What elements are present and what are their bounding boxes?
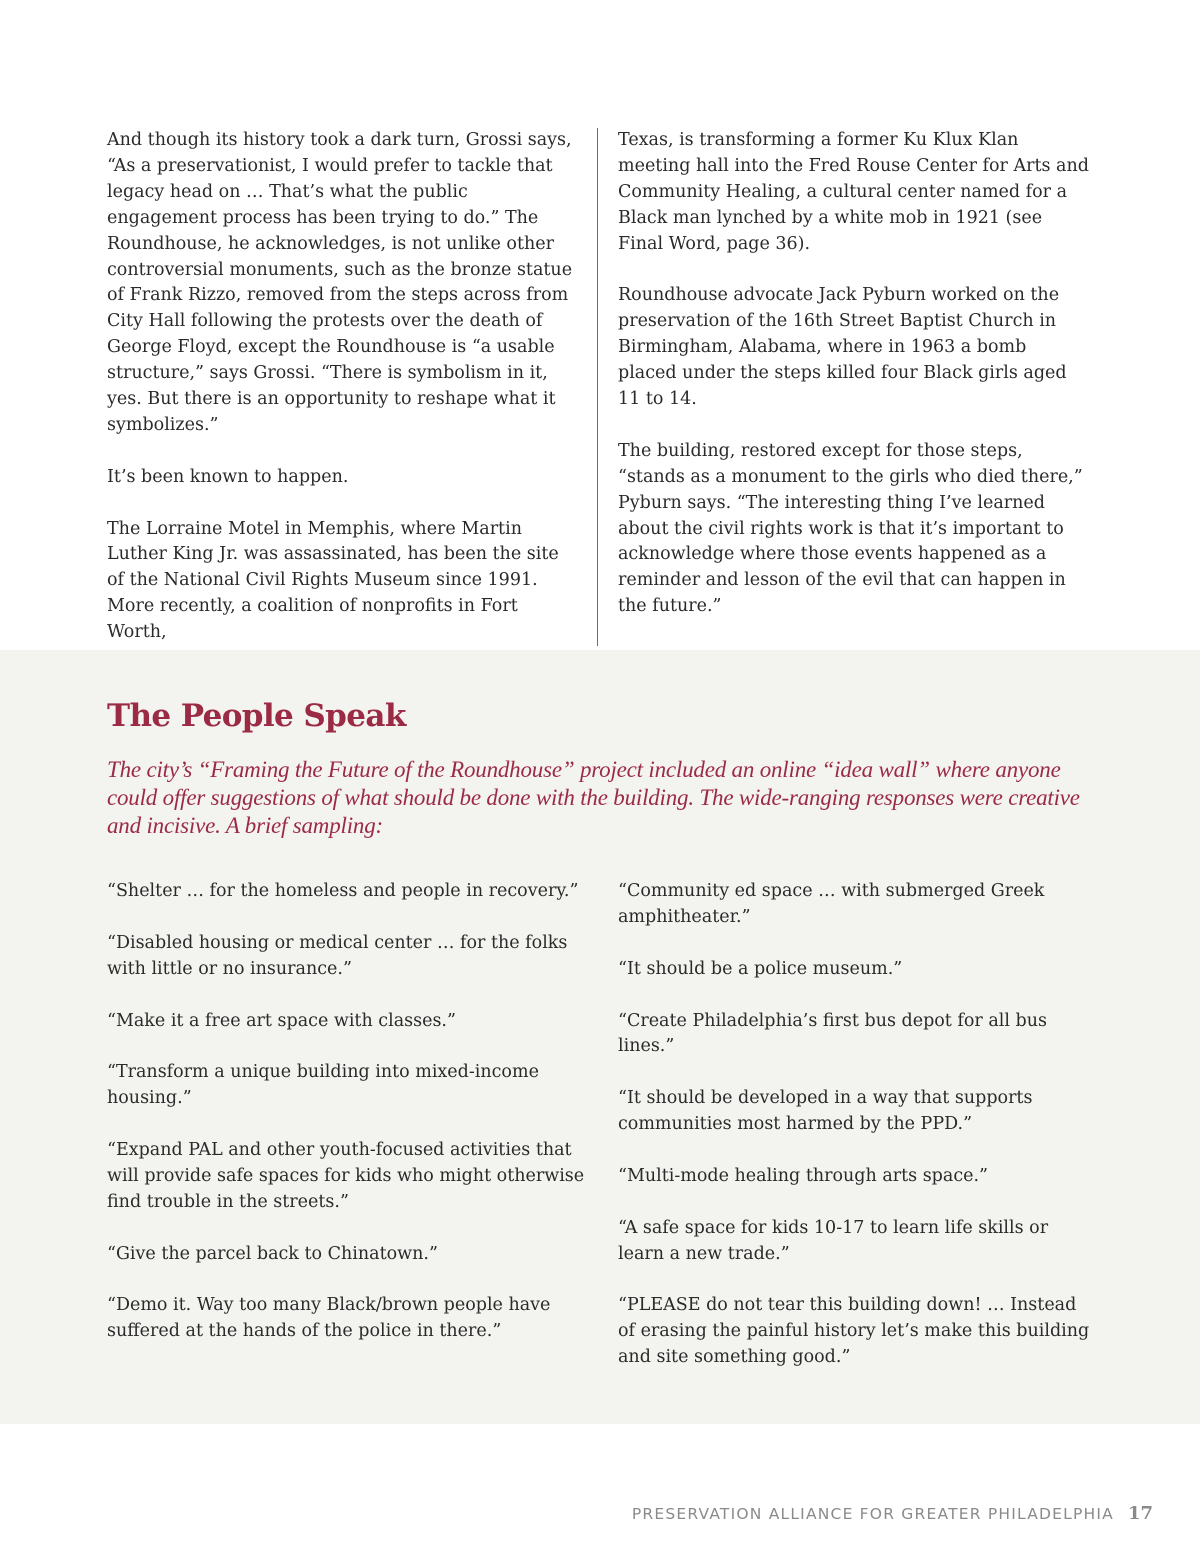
quote-item: “Demo it. Way too many Black/brown people have suffered at the hands of the police in there.”: [107, 1295, 551, 1342]
article-paragraph: Roundhouse advocate Jack Pyburn worked on the preservation of the 16th Street Baptist Church in Birmingham, Alabama, where in 1963 a bomb placed under the steps killed four Black girls aged 11 to 14.: [618, 285, 1067, 410]
article-paragraph: It’s been known to happen.: [107, 466, 349, 487]
quote-item: “Shelter … for the homeless and people in recovery.”: [107, 881, 579, 901]
people-speak-sidebar: [0, 650, 1200, 1424]
quote-item: “A safe space for kids 10-17 to learn life skills or learn a new trade.”: [618, 1217, 1049, 1264]
quotes-column-left: [107, 879, 618, 1371]
quote-item: “Create Philadelphia’s first bus depot for all bus lines.”: [618, 1010, 1047, 1057]
quote-item: “Disabled housing or medical center … for the folks with little or no insurance.”: [107, 932, 568, 979]
article-paragraph: The Lorraine Motel in Memphis, where Martin Luther King Jr. was assassinated, has been the site of the National Civil Rights Museum since 1991. More recently, a coalition of nonprofits in Fort Worth,: [107, 518, 559, 643]
article-body: [107, 128, 1091, 646]
quotes-list: [107, 879, 1097, 1371]
sidebar-intro: The city’s “Framing the Future of the Roundhouse” project included an online “idea wall” where anyone could offer suggestions of what should be done with the building. The wide-ranging responses were creative and incisive. A brief sampling:: [107, 757, 1080, 838]
quotes-column-right: [618, 879, 1097, 1371]
quote-item: “Expand PAL and other youth-focused activities that will provide safe spaces for kids who might otherwise find trouble in the streets.”: [107, 1140, 585, 1212]
article-paragraph: The building, restored except for those steps, “stands as a monument to the girls who died there,” Pyburn says. “The interesting thing I’ve learned about the civil rights work is that it’s important to acknowledge where those events happened as a reminder and lesson of the evil that can happen in the future.”: [618, 440, 1083, 617]
quote-item: “PLEASE do not tear this building down! … Instead of erasing the painful history let’s make this building and site something good.”: [618, 1295, 1090, 1368]
article-column-left: [107, 128, 598, 646]
article-paragraph: Texas, is transforming a former Ku Klux Klan meeting hall into the Fred Rouse Center for Arts and Community Healing, a cultural center named for a Black man lynched by a white mob in 1921 (see Final Word, page 36).: [618, 130, 1089, 254]
quote-item: “Transform a unique building into mixed-income housing.”: [107, 1062, 539, 1109]
quote-item: “Give the parcel back to Chinatown.”: [107, 1243, 438, 1264]
article-column-right: [598, 128, 1090, 646]
quote-item: “It should be developed in a way that supports communities most harmed by the PPD.”: [618, 1088, 1033, 1135]
page-number: 17: [1127, 1503, 1153, 1524]
quote-item: “Make it a free art space with classes.”: [107, 1010, 456, 1031]
article-paragraph: And though its history took a dark turn, Grossi says, “As a preservationist, I would prefer to tackle that legacy head on … That’s what the public engagement process has been trying to do.” The Roundhouse, he acknowledges, is not unlike other controversial monuments, such as the bronze statue of Frank Rizzo, removed from the steps across from City Hall following the protests over the death of George Floyd, except the Roundhouse is “a usable structure,” says Grossi. “There is symbolism in it, yes. But there is an opportunity to reshape what it symbolizes.”: [107, 130, 573, 435]
sidebar-title: The People Speak: [107, 698, 406, 734]
page-footer: [632, 1503, 1153, 1524]
quote-item: “Multi-mode healing through arts space.”: [618, 1165, 988, 1186]
quote-item: “It should be a police museum.”: [618, 958, 903, 979]
footer-organization: PRESERVATION ALLIANCE FOR GREATER PHILADELPHIA: [631, 1505, 1114, 1523]
quote-item: “Community ed space … with submerged Greek amphitheater.”: [618, 881, 1045, 927]
